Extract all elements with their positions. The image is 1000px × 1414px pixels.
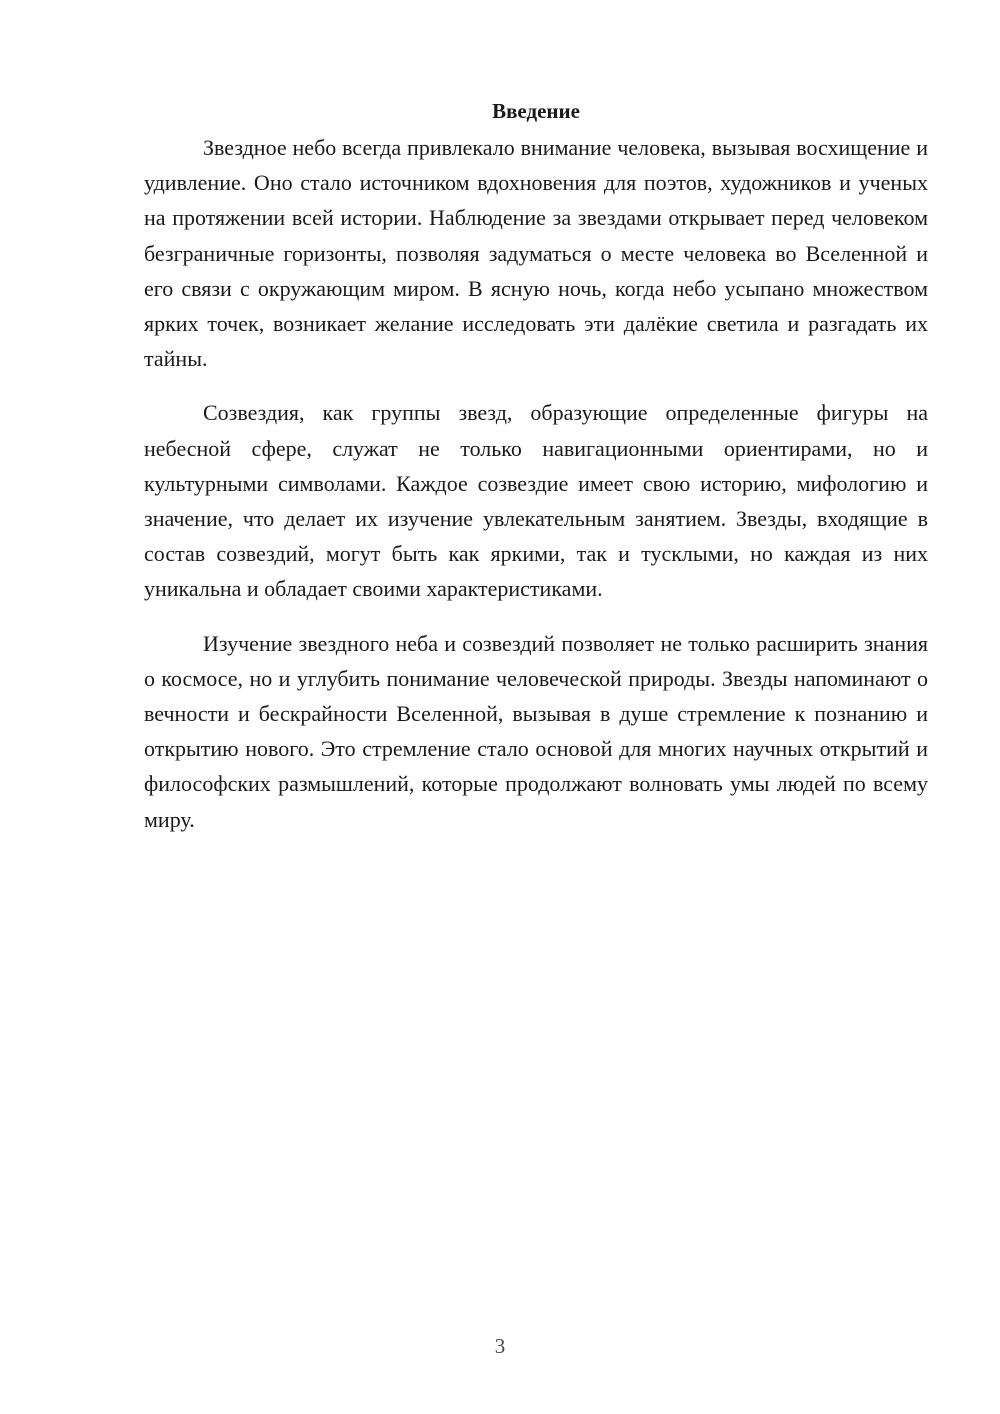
paragraph-3: Изучение звездного неба и созвездий позволяет не только расширить знания о космосе, но и углубить понимание человеческой природы. Звезды напоминают о вечности и бескрайности Вселенной, вызывая в душе стремление к познанию и открытию нового. Это стремление стало основой для многих научных открытий и философских размышлений, которые продолжают волновать умы людей по всему миру. [144, 630, 928, 832]
page-number: 3 [494, 1334, 506, 1358]
section-title: Введение [492, 99, 580, 123]
paragraph-2: Созвездия, как группы звезд, образующие определенные фигуры на небесной сфере, служат не только навигационными ориентирами, но и культурными символами. Каждое созвездие имеет свою историю, мифологию и значение, что делает их изучение увлекательным занятием. Звезды, входящие в состав созвездий, могут быть как яркими, так и тусклыми, но каждая из них уникальна и обладает своими характеристиками. [144, 400, 928, 602]
document-page [144, 96, 928, 856]
paragraph-1: Звездное небо всегда привлекало внимание человека, вызывая восхищение и удивление. Оно стало источником вдохновения для поэтов, художников и ученых на протяжении всей истории. Наблюдение за звездами открывает перед человеком безграничные горизонты, позволяя задуматься о месте человека во Вселенной и его связи с окружающим миром. В ясную ночь, когда небо усыпано множеством ярких точек, возникает желание исследовать эти далёкие светила и разгадать их тайны. [144, 135, 928, 372]
